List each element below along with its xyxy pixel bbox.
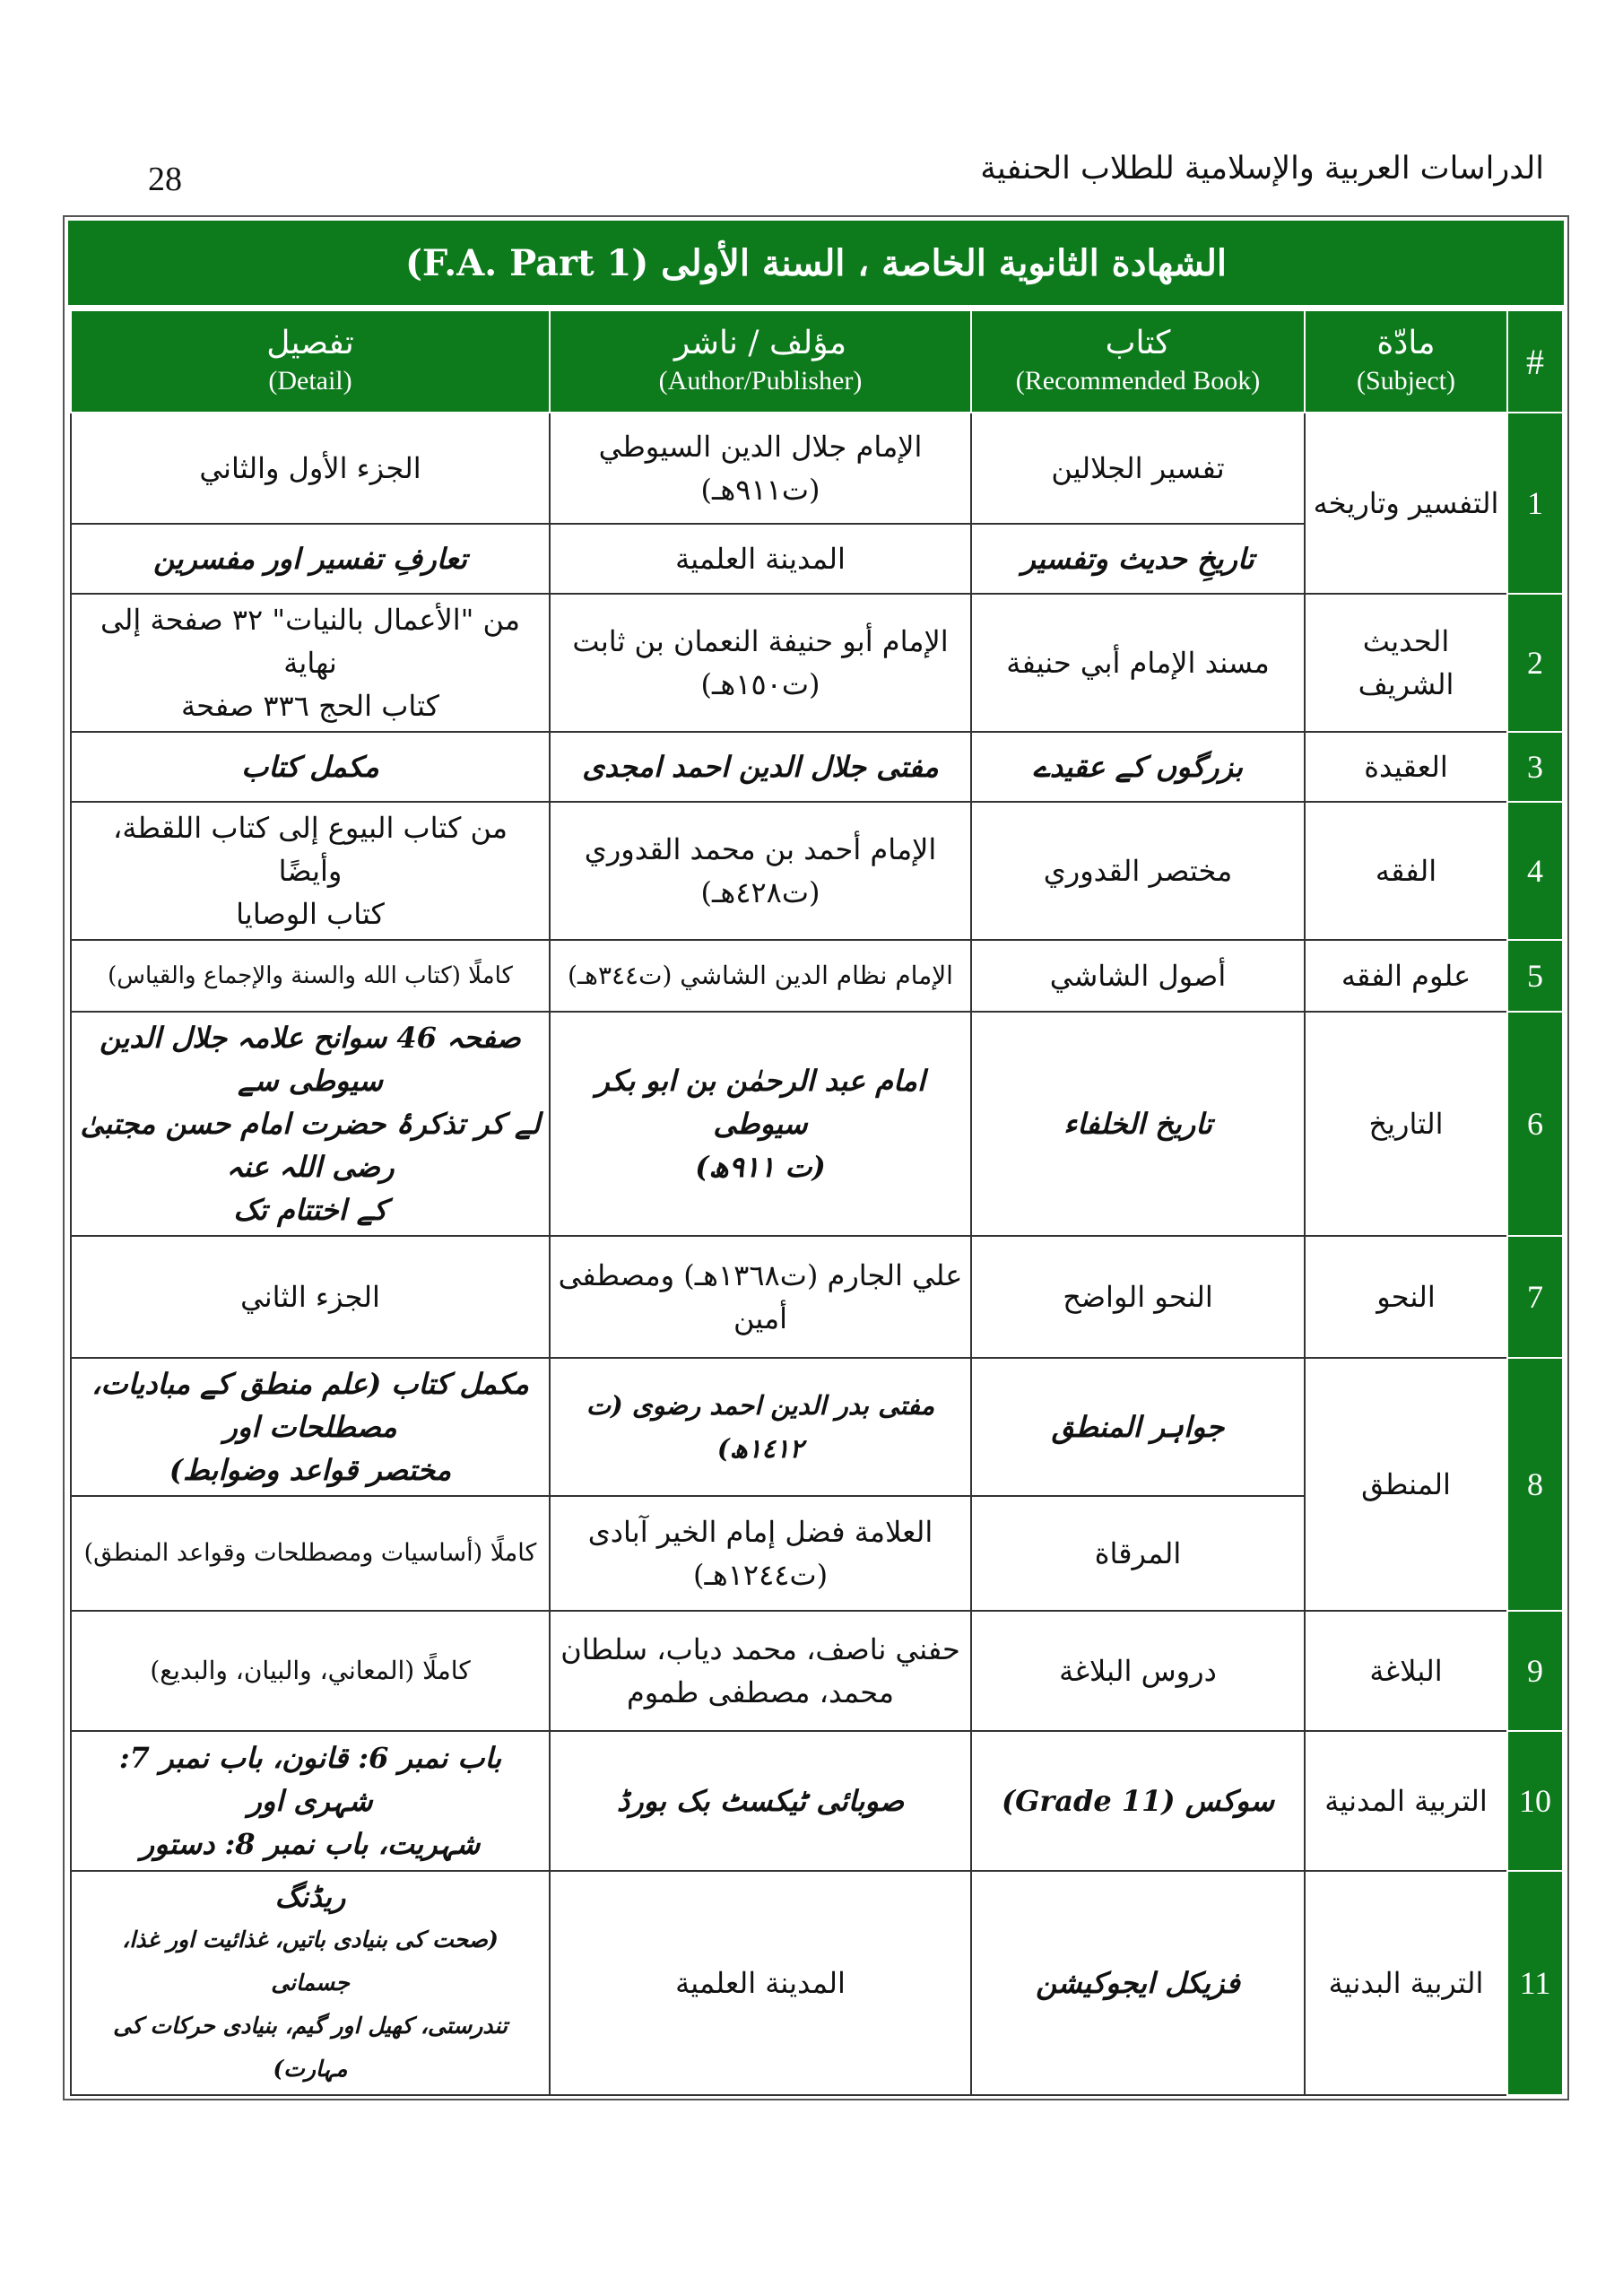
author-cell bbox=[550, 524, 971, 594]
header-book bbox=[971, 310, 1305, 413]
row-number: 10 bbox=[1507, 1731, 1563, 1871]
table-row bbox=[71, 1731, 1563, 1871]
detail-line: الجزء الأول والثاني bbox=[199, 451, 421, 485]
detail-cell bbox=[71, 1236, 550, 1358]
book-cell: أصول الشاشي bbox=[971, 940, 1305, 1012]
header-number: # bbox=[1507, 310, 1563, 413]
row-number: 4 bbox=[1507, 802, 1563, 940]
header-subject bbox=[1305, 310, 1507, 413]
row-number: 6 bbox=[1507, 1012, 1563, 1236]
detail-line: كاملًا (المعاني، والبيان، والبديع) bbox=[150, 1656, 471, 1685]
header-author-en: (Author/Publisher) bbox=[658, 366, 863, 396]
author-line: أمين bbox=[733, 1301, 788, 1335]
book-cell: مختصر القدوري bbox=[971, 802, 1305, 940]
author-cell bbox=[550, 732, 971, 802]
author-line: مفتی بدر الدین احمد رضوی (ت ١٤١٢ھ) bbox=[586, 1390, 935, 1464]
author-cell bbox=[550, 1871, 971, 2095]
detail-line: کے اختتام تک bbox=[233, 1193, 387, 1227]
table-row bbox=[71, 1012, 1563, 1236]
subject-cell: التربية البدنية bbox=[1305, 1871, 1507, 2095]
detail-line: مکمل کتاب bbox=[241, 750, 379, 784]
author-cell bbox=[550, 1012, 971, 1236]
book-cell: المرقاة bbox=[971, 1496, 1305, 1611]
banner-title: الشهادة الثانوية الخاصة ، السنة الأولى (F.A. Part 1) bbox=[68, 221, 1564, 305]
author-cell bbox=[550, 940, 971, 1012]
detail-cell bbox=[71, 524, 550, 594]
header-book-en: (Recommended Book) bbox=[1015, 366, 1261, 396]
detail-cell bbox=[71, 1731, 550, 1871]
detail-line: من كتاب البيوع إلى كتاب اللقطة، وأيضًا bbox=[113, 811, 508, 888]
row-number: 7 bbox=[1507, 1236, 1563, 1358]
author-line: صوبائی ٹیکسٹ بک بورڈ bbox=[616, 1784, 905, 1818]
detail-line: من "الأعمال بالنيات" ٣٢ صفحة إلى نهاية bbox=[100, 603, 520, 680]
table-row bbox=[71, 1871, 1563, 2095]
book-cell: سوکس (Grade 11) bbox=[971, 1731, 1305, 1871]
book-cell: جواہر المنطق bbox=[971, 1358, 1305, 1496]
author-line: (ت٤٢٨هـ) bbox=[700, 875, 820, 909]
author-cell bbox=[550, 594, 971, 732]
detail-line: كتاب الوصايا bbox=[236, 897, 385, 931]
detail-line: مختصر قواعد وضوابط) bbox=[169, 1453, 452, 1487]
table-row bbox=[71, 413, 1563, 524]
detail-line: تندرستی، کھیل اور گیم، بنیادی حرکات کی مہارت) bbox=[113, 2013, 508, 2082]
book-cell: فزیکل ایجوکیشن bbox=[971, 1871, 1305, 2095]
table-row bbox=[71, 802, 1563, 940]
detail-cell bbox=[71, 413, 550, 524]
author-line: العلامة فضل إمام الخير آبادى bbox=[587, 1515, 933, 1549]
row-number: 9 bbox=[1507, 1611, 1563, 1731]
table-row bbox=[71, 1611, 1563, 1731]
detail-cell bbox=[71, 1358, 550, 1496]
detail-line: باب نمبر 6: قانون، باب نمبر 7: شہری اور bbox=[118, 1741, 502, 1818]
author-cell bbox=[550, 1496, 971, 1611]
curriculum-table bbox=[70, 309, 1564, 2096]
author-line: الإمام أبو حنيفة النعمان بن ثابت bbox=[572, 624, 949, 658]
subject-cell: الحديث الشريف bbox=[1305, 594, 1507, 732]
detail-line: كتاب الحج ٣٣٦ صفحة bbox=[181, 689, 439, 723]
author-line: الإمام أحمد بن محمد القدوري bbox=[584, 832, 937, 866]
author-line: (ت١٥٠هـ) bbox=[700, 667, 820, 701]
header-detail-en: (Detail) bbox=[268, 366, 352, 396]
subject-cell: الفقه bbox=[1305, 802, 1507, 940]
detail-line: (صحت کی بنیادی باتیں، غذائیت اور غذا، جسمانی bbox=[122, 1926, 499, 1996]
author-line: (ت ٩١١ھ) bbox=[695, 1150, 826, 1184]
author-cell bbox=[550, 413, 971, 524]
detail-cell bbox=[71, 1012, 550, 1236]
detail-line: شہریت، باب نمبر 8: دستور bbox=[140, 1827, 481, 1861]
header-author-ar: مؤلف / ناشر bbox=[673, 325, 847, 361]
detail-cell bbox=[71, 1871, 550, 2095]
table-row bbox=[71, 940, 1563, 1012]
table-row bbox=[71, 594, 1563, 732]
author-line: الإمام جلال الدين السيوطي bbox=[598, 430, 923, 464]
book-cell: دروس البلاغة bbox=[971, 1611, 1305, 1731]
subject-cell: التاريخ bbox=[1305, 1012, 1507, 1236]
header-detail-ar: تفصيل bbox=[266, 325, 354, 361]
author-line: الإمام نظام الدين الشاشي (ت٣٤٤هـ) bbox=[568, 961, 953, 990]
detail-line: صفحہ 46 سوانح علامہ جلال الدین سیوطی سے bbox=[100, 1021, 521, 1098]
book-cell: تاریخِ حدیث وتفسیر bbox=[971, 524, 1305, 594]
detail-line: كاملًا (أساسيات ومصطلحات وقواعد المنطق) bbox=[83, 1539, 537, 1567]
book-cell: النحو الواضح bbox=[971, 1236, 1305, 1358]
author-line: (ت١٢٤٤هـ) bbox=[692, 1558, 829, 1592]
detail-line: كاملًا (كتاب الله والسنة والإجماع والقياس) bbox=[108, 962, 513, 989]
detail-cell bbox=[71, 1611, 550, 1731]
detail-line: لے کر تذکرۂ حضرت امام حسن مجتبیٰ رضی اللہ عنہ bbox=[80, 1107, 541, 1184]
author-line: علي الجارم (ت١٣٦٨هـ) ومصطفى bbox=[558, 1258, 963, 1292]
header-row bbox=[71, 310, 1563, 413]
row-number: 1 bbox=[1507, 413, 1563, 594]
author-cell bbox=[550, 802, 971, 940]
header-book-ar: كتاب bbox=[1105, 325, 1171, 361]
header-detail bbox=[71, 310, 550, 413]
book-cell: مسند الإمام أبي حنيفة bbox=[971, 594, 1305, 732]
author-line: (ت٩١١هـ) bbox=[700, 473, 820, 507]
subject-cell: النحو bbox=[1305, 1236, 1507, 1358]
author-cell bbox=[550, 1611, 971, 1731]
row-number: 8 bbox=[1507, 1358, 1563, 1611]
detail-cell bbox=[71, 802, 550, 940]
author-line: مفتی جلال الدین احمد امجدی bbox=[582, 750, 939, 784]
subject-cell: المنطق bbox=[1305, 1358, 1507, 1611]
author-cell bbox=[550, 1358, 971, 1496]
subject-cell: البلاغة bbox=[1305, 1611, 1507, 1731]
subject-cell: علوم الفقه bbox=[1305, 940, 1507, 1012]
detail-line: تعارفِ تفسیر اور مفسرین bbox=[153, 542, 467, 576]
detail-cell bbox=[71, 732, 550, 802]
book-cell: تاریخ الخلفاء bbox=[971, 1012, 1305, 1236]
detail-cell bbox=[71, 594, 550, 732]
subject-cell: التفسير وتاريخه bbox=[1305, 413, 1507, 594]
row-number: 2 bbox=[1507, 594, 1563, 732]
header-subject-ar: مادّة bbox=[1376, 325, 1436, 361]
table-row bbox=[71, 1236, 1563, 1358]
detail-line: مکمل کتاب (علم منطق کے مبادیات، مصطلحات اور bbox=[91, 1367, 529, 1444]
detail-cell bbox=[71, 940, 550, 1012]
row-number: 5 bbox=[1507, 940, 1563, 1012]
subject-cell: التربية المدنية bbox=[1305, 1731, 1507, 1871]
author-cell bbox=[550, 1236, 971, 1358]
book-cell: تفسير الجلالين bbox=[971, 413, 1305, 524]
detail-line: الجزء الثاني bbox=[240, 1280, 380, 1314]
table-row bbox=[71, 732, 1563, 802]
detail-cell bbox=[71, 1496, 550, 1611]
header-subject-en: (Subject) bbox=[1357, 366, 1455, 396]
running-head: الدراسات العربية والإسلامية للطلاب الحنفية bbox=[980, 151, 1544, 187]
subject-cell: العقيدة bbox=[1305, 732, 1507, 802]
author-cell bbox=[550, 1731, 971, 1871]
detail-line: ریڈنگ bbox=[274, 1880, 346, 1914]
book-cell: بزرگوں کے عقیدے bbox=[971, 732, 1305, 802]
author-line: حفني ناصف، محمد دياب، سلطان bbox=[560, 1632, 960, 1666]
header-author bbox=[550, 310, 971, 413]
author-line: المدينة العلمية bbox=[675, 542, 846, 576]
page-number: 28 bbox=[148, 161, 182, 198]
table-row bbox=[71, 1358, 1563, 1496]
author-line: المدينة العلمية bbox=[675, 1966, 846, 2000]
author-line: محمد، مصطفى طموم bbox=[626, 1675, 895, 1709]
row-number: 3 bbox=[1507, 732, 1563, 802]
row-number: 11 bbox=[1507, 1871, 1563, 2095]
author-line: امام عبد الرحمٰن بن ابو بکر سیوطی bbox=[595, 1064, 925, 1141]
